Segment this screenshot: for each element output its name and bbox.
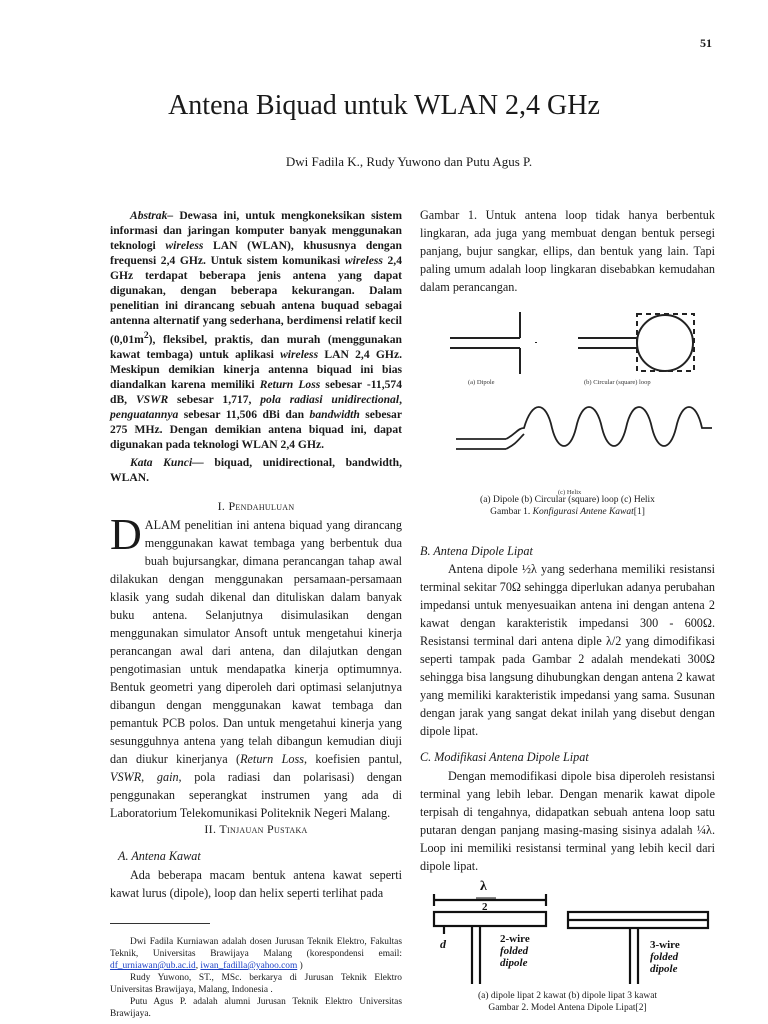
figure-2-caption-line2: Gambar 2. Model Antena Dipole Lipat[2] <box>488 1003 647 1013</box>
email-link-1[interactable]: df_urniawan@ub.ac.id <box>110 961 196 971</box>
email-link-2[interactable]: iwan_fadilla@yahoo.com <box>200 961 298 971</box>
footnote-text: Rudy Yuwono, ST., MSc. berkarya di Jurusan Teknik Elektro Universitas Brawijaya, Malang, Indonesia . <box>110 973 402 995</box>
abstract-term: wireless <box>280 347 319 361</box>
modifikasi-paragraph <box>420 767 715 875</box>
abstract-term: wireless <box>344 254 383 267</box>
footnote-text: Dwi Fadila Kurniawan adalah dosen Jurusan Teknik Elektro, Fakultas Teknik, Universitas Brawijaya Malang (korespondensi email: <box>110 937 402 959</box>
dipole-drawing <box>450 312 536 374</box>
figure-1-caption <box>420 494 715 518</box>
subsection-heading-a: A. Antena Kawat <box>118 849 201 863</box>
figure-1-caption-title: Konfigurasi Antene Kawat <box>532 507 634 517</box>
paper-authors: Dwi Fadila K., Rudy Yuwono dan Putu Agus P. <box>285 154 533 169</box>
fig1-label-c: (c) Helix <box>558 489 582 496</box>
subsection-heading-c: C. Modifikasi Antena Dipole Lipat <box>420 750 589 764</box>
antena-kawat-text: Ada beberapa macam bentuk antena kawat seperti kawat lurus (dipole), loop dan helix seperti terlihat pada <box>110 868 402 900</box>
figure-2 <box>420 874 715 986</box>
fig2-two: 2 <box>482 901 488 913</box>
intro-text: pola radiasi dan polarisasi) dengan penggunakan seperangkat instrumen yang ada di Laboratorium Telekomunikasi Politeknik Negeri Malang. <box>110 770 403 820</box>
intro-paragraph <box>110 510 403 822</box>
antena-kawat-paragraph <box>110 866 402 902</box>
intro-text: , <box>141 770 157 784</box>
right-intro <box>420 206 715 296</box>
dipole-lipat-paragraph <box>420 560 715 740</box>
abstract-text: sebesar 11,506 dBi dan <box>178 407 310 421</box>
fig2-3wire-label: 3-wire <box>650 939 680 951</box>
fig2-2wire-label: 2-wire <box>500 933 530 945</box>
abstract-text: sebesar 1,717, <box>168 392 261 406</box>
abstract-text: LAN 2,4 GHz. Meskipun demikian kinerja antenna biquad ini bias diandalkan karena memiliki <box>110 347 402 391</box>
paper-title: Antena Biquad untuk WLAN 2,4 GHz <box>168 90 600 121</box>
intro-text: ALAM penelitian ini antena biquad yang dirancang menggunakan kawat tembaga yang berbentuk dua buah bujursangkar, dimana perancangan tahap awal dilakukan dengan menggunakan persamaan-persamaan klasik yang sudah dikenal dan dituliskan dalam banyak buku antena. Selanjutnya disimulasikan dengan menggunakan simulator Ansoft untuk mengetahui kinerja perancangan awal dari antena, dan dilajutkan dengan pengotimasian untuk mendapatka kinerja optimumnya. Bentuk geometri yang diperoleh dari optimasi selanjutnya dibangun dengan menggunakan kawat tembaga dan pemantuk PCB polos. Dan untuk mengetahui kinerja yang sesungguhnya antena yang telah dibangun kemudian diuji dan diukur kinerjanya ( <box>110 518 402 766</box>
footnote-text: Putu Agus P. adalah alumni Jurusan Teknik Elektro Universitas Brawijaya. <box>110 997 402 1019</box>
fig2-3wire-label: folded <box>650 951 679 963</box>
fig2-2wire-label: folded <box>500 945 529 957</box>
abstract-text: LAN (WLAN), khususnya dengan frequensi 2,4 GHz. Untuk sistem komunikasi <box>110 239 402 267</box>
right-intro-text: Gambar 1. Untuk antena loop tidak hanya berbentuk lingkaran, ada juga yang membuat dengan bentuk persegi panjang, bujur sangkar, ellips, dan bentuk yang lain. Tapi paling umum adalah loop lingkaran disebabkan kemudahan dalam perancangan. <box>420 208 715 294</box>
abstract-term: pola radiasi unidirectional <box>260 392 400 406</box>
intro-term: Return Loss <box>240 752 304 766</box>
fig2-d: d <box>440 937 446 951</box>
figure-1-caption-ref: [1] <box>633 507 645 517</box>
abstract-term: bandwidth <box>309 407 360 421</box>
fig1-label-b: (b) Circular (square) loop <box>584 379 651 386</box>
intro-term: VSWR <box>110 770 142 784</box>
intro-term: gain, <box>156 770 182 784</box>
fig2-3wire-label: dipole <box>650 963 678 975</box>
footnote-divider <box>110 923 210 924</box>
section-heading-1: I. Pendahuluan <box>217 499 295 513</box>
abstract-sup: 2 <box>143 330 149 341</box>
abstract-text: 2,4 GHz terdapat beberapa jenis antena yang dapat digunakan, dengan beberapa kekurangan. Dalam penelitian ini dirancang sebuah antena buquad sebagai antenna alternatif yang sederhana, berdimensi relatif kecil (0,01m <box>110 254 402 346</box>
drop-cap: D <box>110 510 142 559</box>
three-wire-dipole-drawing <box>568 912 708 984</box>
abstract-term: VSWR <box>135 392 169 406</box>
fig2-lambda: λ <box>480 879 487 894</box>
abstract-text: ), fleksibel, praktis, dan murah (menggunakan kawat tembaga) untuk aplikasi <box>110 332 402 361</box>
fig2-2wire-label: dipole <box>500 957 528 969</box>
figure-1-caption-line1: (a) Dipole (b) Circular (square) loop (c) Helix <box>480 495 655 505</box>
figure-1-caption-prefix: Gambar 1. <box>490 507 533 517</box>
footnote-text: ) <box>297 961 303 971</box>
footnote-text: , <box>195 961 201 971</box>
subsection-heading-b: B. Antena Dipole Lipat <box>420 544 533 558</box>
abstract-term: wireless <box>165 239 204 252</box>
abstract-text: Dewasa ini, untuk mengkoneksikan sistem informasi dan jaringan komputer banyak menggunakan teknologi <box>110 209 402 252</box>
abstract-label: Abstrak– <box>130 209 174 222</box>
keywords-label: Kata Kunci— <box>130 456 204 469</box>
abstract-term: penguatannya <box>110 407 179 421</box>
keywords <box>110 455 402 485</box>
abstract-text: , <box>399 392 402 406</box>
figure-2-caption <box>420 990 715 1014</box>
abstract-term: Return Loss <box>259 377 321 391</box>
fig1-label-a: (a) Dipole <box>468 379 495 386</box>
abstract <box>110 208 402 452</box>
loop-drawing <box>578 314 694 371</box>
abstract-text: sebesar -11,574 dB, <box>110 377 402 406</box>
section-heading-2: II. Tinjauan Pustaka <box>204 822 308 836</box>
figure-1 <box>420 300 715 496</box>
figure-2-caption-line1: (a) dipole lipat 2 kawat (b) dipole lipat 3 kawat <box>477 991 658 1001</box>
modifikasi-text: Dengan memodifikasi dipole bisa diperoleh resistansi terminal yang lebih lebar. Dengan menarik kawat dipole terpisah di tengahnya, didapatkan sebuah antena loop satu putaran dengan panjang masing-masing sisinya adalah ¼λ. Loop ini memiliki resistansi terminal yang lebih kecil dari dipole lipat. <box>420 769 715 873</box>
keywords-text: biquad, unidirectional, bandwidth, WLAN. <box>110 456 402 484</box>
footnotes <box>110 936 402 1020</box>
dipole-lipat-text: Antena dipole ½λ yang sederhana memiliki resistansi terminal sekitar 70Ω sehingga diperlukan adanya perubahan impedansi untuk menyesuaikan antena ini dengan antena 2 kawat dengan karakteristik impedansi 300 - 600Ω. Resistansi terminal dari antena diple λ/2 yang dimodifikasi seperti tampak pada Gambar 2 adalah mendekati 300Ω sehingga bisa langsung dihubungkan dengan antena 2 kawat yang memiliki karakteristik impedansi yang sama. Susunan dengan jarak yang sangat dekat inilah yang disebut dengan dipole lipat. <box>420 562 715 738</box>
page-number: 51 <box>700 36 712 50</box>
intro-text: , koefisien pantul, <box>304 752 403 766</box>
helix-drawing <box>456 407 712 449</box>
abstract-text: sebesar 275 MHz. Dengan demikian antena biquad ini, dapat digunakan pada teknologi WLAN 2,4 GHz. <box>110 407 403 451</box>
